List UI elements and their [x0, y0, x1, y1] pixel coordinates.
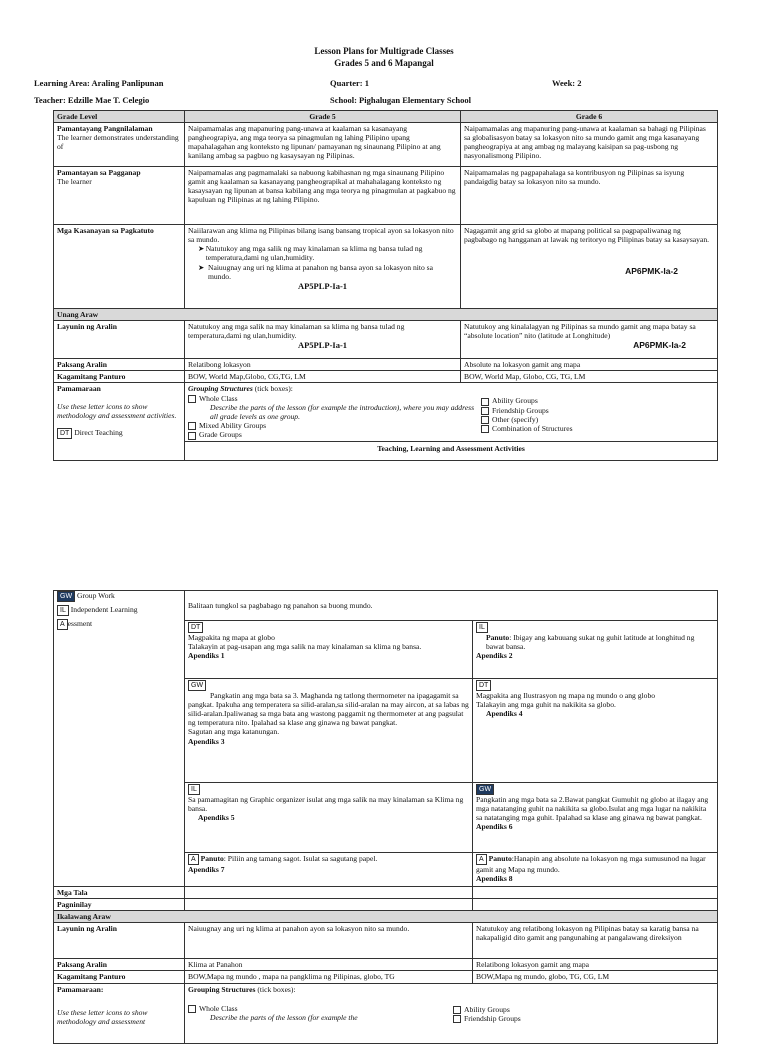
materials-row-day1	[54, 371, 718, 383]
act-g6-1-text: : Ibigay ang kabuuang sukat ng guhit latitude at longhitud ng bawat bansa.	[486, 633, 695, 652]
dt-icon: DT	[188, 622, 203, 633]
act-g6-1-ref: Apendiks 2	[476, 651, 513, 661]
act-g5-4-lead: Panuto	[200, 854, 224, 863]
lesson-plan-table-day1	[53, 110, 718, 461]
act-g6-2-ref: Apendiks 4	[486, 709, 523, 719]
topic-day2-g5: Klima at Panahon	[185, 959, 473, 971]
grade-header-row	[54, 111, 718, 123]
procedure-note: Use these letter icons to show methodology and assessment activities.	[57, 401, 177, 420]
reflection-row	[54, 899, 718, 911]
materials-g5: BOW, World Map,Globo, CG,TG, LM	[185, 371, 461, 383]
objective-g5: Natutukoy ang mga salik na may kinalaman sa klima ng bansa tulad ng temperatura,dami ng ulan,humidity.	[188, 322, 405, 341]
grade-level-header: Grade Level	[54, 111, 185, 123]
day1-label: Unang Araw	[54, 309, 718, 321]
act-g6-2-line2: Talakayin ang mga guhit na nakikita sa globo.	[476, 700, 616, 710]
checkbox-icon[interactable]	[481, 407, 489, 415]
act-g5-3-text: Sa pamamagitan ng Graphic organizer isulat ang mga salik na may kinalaman sa Klima ng bansa.	[188, 795, 464, 814]
il-legend: IL Independent Learning	[57, 605, 181, 616]
competency-g5-intro: Naiilarawan ang klima ng Pilipinas bilang isang bansang tropical ayon sa lokasyon nito sa mundo.	[188, 226, 454, 245]
procedure-row-day1	[54, 383, 718, 461]
act-g5-4-ref: Apendiks 7	[188, 865, 225, 874]
a-icon: A	[188, 854, 199, 865]
performance-standard-g6: Naipamamalas ng pagpapahalaga sa kontribusyon ng Pilipinas sa isyung pandaigdig batay sa lokasyon nito sa mundo.	[461, 167, 718, 225]
act-g6-3-ref: Apendiks 6	[476, 822, 513, 832]
dt-legend	[57, 428, 181, 439]
act-g6-4-ref: Apendiks 8	[476, 874, 513, 884]
checkbox-icon[interactable]	[188, 422, 196, 430]
checkbox-whole-class[interactable]: Whole Class	[188, 394, 478, 403]
content-standard-g5: Naipamamalas ang mapanuring pang-unawa at kaalaman sa kasanayang pangheograpiya, ang mga teorya sa pinagmulan ng lahing Pilipino upang mapahalagahan ang konteksto ng lipunan/ pamayanan ng sinaunang Pilipino at ang kanilang ambag sa pagbuo ng kasaysayan ng Pilipinas.	[185, 123, 461, 167]
content-standard-sub: The learner demonstrates understanding of	[57, 133, 179, 152]
il-icon: IL	[476, 622, 488, 633]
grade5-header: Grade 5	[185, 111, 461, 123]
checkbox-icon[interactable]	[188, 432, 196, 440]
materials-label: Kagamitang Panturo	[54, 971, 185, 983]
act-g5-3-ref: Apendiks 5	[198, 813, 235, 823]
act-g5-2-text: Pangkatin ang mga bata sa 3. Maghanda ng tatlong thermometer na ipagagamit sa pangkat. Ipakuha ang temperatera sa silid-aralan,sa silid-aralan na may aircon, at sa labas ng silid-aralan.Ipaliwanag sa mga bata ang wastong paggamit ng thermometer at ang pagsulat ng temperatura nito. Ipalahad sa klase ang ginawa ng bawat pangkat.	[188, 691, 469, 728]
checkbox-icon[interactable]	[481, 425, 489, 433]
objective-g5-code: AP5PLP-Ia-1	[297, 340, 348, 351]
materials-day2-g6: BOW,Mapa ng mundo, globo, TG, CG, LM	[473, 971, 718, 983]
topic-g6: Absolute na lokasyon gamit ang mapa	[461, 359, 718, 371]
intro-row	[54, 591, 718, 621]
act-g6-2-line1: Magpakita ang Ilustrasyon ng mapa ng mundo o ang globo	[476, 691, 656, 700]
competencies-label: Mga Kasanayan sa Pagkatuto	[54, 225, 185, 309]
day2-row	[54, 911, 718, 923]
checkbox-icon[interactable]	[453, 1015, 461, 1023]
objective-row-day2	[54, 923, 718, 959]
objective-row-day1	[54, 321, 718, 359]
materials-label: Kagamitang Panturo	[54, 371, 185, 383]
learning-area: Learning Area: Araling Panlipunan	[34, 78, 164, 88]
grouping-title: Grouping Structures	[188, 984, 256, 994]
checkbox-mixed-ability[interactable]: Mixed Ability Groups	[188, 421, 478, 430]
procedure-label: Pamamaraan	[57, 384, 101, 394]
competency-g5-code: AP5PLP-Ia-1	[297, 280, 348, 291]
performance-standard-label: Pamantayan sa Pagganap	[57, 168, 141, 178]
procedure-row-day2	[54, 983, 718, 1043]
competency-g6-code: AP6PMK-Ia-2	[625, 266, 678, 277]
gw-legend: GW Group Work	[57, 591, 181, 602]
procedure-note: Use these letter icons to show methodology and assessment	[57, 1007, 148, 1026]
arrow-bullet-icon: ➤	[198, 244, 205, 254]
il-icon: IL	[188, 784, 200, 795]
topic-row-day1	[54, 359, 718, 371]
checkbox-ability-groups[interactable]: Ability Groups	[481, 396, 714, 405]
grade6-header: Grade 6	[461, 111, 718, 123]
notes-label: Mga Tala	[54, 887, 185, 899]
gw-icon: GW	[57, 591, 75, 602]
checkbox-grade-groups[interactable]: Grade Groups	[188, 430, 478, 439]
materials-row-day2	[54, 971, 718, 983]
competency-g5-bullet-2: ➤ Naiuugnay ang uri ng klima at panahon ng bansa ayon sa lokasyon nito sa mundo.	[198, 262, 433, 281]
checkbox-icon[interactable]	[188, 1005, 196, 1013]
intro-activity: Balitaan tungkol sa pagbabago ng panahon sa buong mundo.	[185, 591, 718, 621]
checkbox-whole-class[interactable]: Whole Class	[188, 1004, 450, 1013]
objective-g6-code: AP6PMK-Ia-2	[633, 340, 686, 351]
materials-g6: BOW, World Map, Globo, CG, TG, LM	[461, 371, 718, 383]
checkbox-icon[interactable]	[188, 395, 196, 403]
performance-standard-g5: Naipamamalas ang pagmamalaki sa nabuong kabihasnan ng mga sinaunang Pilipino gamit ang kaalaman sa kasanayang pangheograpikal at mahahalagang konteksto ng kasaysayan ng lipunan at bansa kabilang ang mga teorya ng pinagmulan at pagkabuo ng kapuluan ng Pilipinas at ng lahing Pilipino.	[185, 167, 461, 225]
checkbox-icon[interactable]	[453, 1006, 461, 1014]
content-standard-g6: Naipamamalas ang mapanuring pang-unawa at kaalaman sa bahagi ng Pilipinas sa globalisasyon batay sa lokasyon nito sa mundo gamit ang mga kasanayang pangheograpiya at ang ambag ng malayang kaisipan sa pag-usbong ng nasyonalismong Pilipino.	[461, 123, 718, 167]
week: Week: 2	[552, 78, 582, 88]
objective-day2-g6: Natutukoy ang relatibong lokasyon ng Pilipinas batay sa karatig bansa na nakapaligid dito gamit ang pangunahing at pangalawang direksiyon	[473, 923, 718, 959]
whole-class-desc: Describe the parts of the lesson (for example the introduction), where you may address all grade levels as one group.	[210, 402, 475, 421]
grouping-hint: (tick boxes):	[257, 984, 296, 994]
performance-standard-sub: The learner	[57, 177, 92, 187]
checkbox-friendship-groups[interactable]: Friendship Groups	[481, 406, 714, 415]
document-subtitle: Grades 5 and 6 Mapangal	[334, 58, 434, 68]
topic-g5: Relatibong lokasyon	[185, 359, 461, 371]
act-g6-3-text: Pangkatin ang mga bata sa 2.Bawat pangkat Gumuhit ng globo at ilagay ang mga natatanging guhit na nakikita sa globo.Isulat ang mga lugar na nakikita sa natatanging mga guhit. Ipalahad sa klase ang ginawa ng bawat pangkat.	[476, 795, 709, 823]
topic-label: Paksang Aralin	[54, 959, 185, 971]
lesson-plan-table-continued	[53, 590, 718, 1044]
document-title: Lesson Plans for Multigrade Classes	[314, 46, 454, 56]
content-standard-row	[54, 123, 718, 167]
gw-icon: GW	[188, 680, 206, 691]
competency-g5-bullet-1: ➤ Natutukoy ang mga salik ng may kinalaman sa klima ng bansa tulad ng temperatura,dami ng ulan,humidity.	[198, 244, 423, 263]
topic-label: Paksang Aralin	[54, 359, 185, 371]
notes-row	[54, 887, 718, 899]
act-g5-1-line1: Magpakita ng mapa at globo	[188, 633, 275, 642]
arrow-bullet-icon: ➤	[198, 262, 205, 272]
checkbox-other[interactable]: Other (specify)	[481, 415, 714, 424]
act-g5-1-line2: Talakayin at pag-usapan ang mga salik na may kinalaman sa klima ng bansa.	[188, 642, 422, 652]
objective-label: Layunin ng Aralin	[54, 321, 185, 359]
checkbox-icon[interactable]	[481, 398, 489, 406]
a-icon: A	[57, 619, 68, 630]
checkbox-ability-groups[interactable]: Ability Groups	[453, 1005, 714, 1014]
school: School: Pighalugan Elementary School	[330, 95, 471, 105]
dt-legend-label: Direct Teaching	[74, 427, 123, 437]
checkbox-combination[interactable]: Combination of Structures	[481, 424, 714, 433]
a-icon: A	[476, 854, 487, 865]
content-standard-label: Pamantayang Pangnilalaman	[57, 124, 153, 134]
objective-day2-g5: Naiuugnay ang uri ng klima at panahon ayon sa lokasyon nito sa mundo.	[185, 923, 473, 959]
a-legend: A essment	[57, 619, 181, 630]
checkbox-friendship-groups[interactable]: Friendship Groups	[453, 1014, 714, 1023]
act-g6-4-lead: Panuto	[488, 854, 512, 863]
day1-row	[54, 309, 718, 321]
activities-header: Teaching, Learning and Assessment Activities	[185, 441, 717, 455]
act-g6-1-lead: Panuto	[486, 633, 510, 642]
dt-icon: DT	[476, 680, 491, 691]
gw-icon: GW	[476, 784, 494, 795]
act-g6-4-text: :Hanapin ang absolute na lokasyon ng mga sumusunod na lugar gamit ang Mapa ng mundo.	[476, 854, 706, 874]
act-g5-2-ref: Apendiks 3	[188, 736, 225, 746]
grouping-hint: (tick boxes):	[254, 384, 293, 394]
act-g5-4-text: : Piliin ang tamang sagot. Isulat sa sagutang papel.	[223, 854, 378, 863]
competency-g6: Nagagamit ang grid sa globo at mapang political sa pagpapaliwanag ng pagbabago ng hangganan at lawak ng teritoryo ng Pilipinas batay sa kasaysayan.	[464, 226, 710, 245]
whole-class-desc: Describe the parts of the lesson (for example the	[210, 1012, 358, 1022]
objective-g6: Natutukoy ang kinalalagyan ng Pilipinas sa mundo gamit ang mapa batay sa “absolute location” nito (latitude at Longhitude)	[464, 322, 696, 341]
act-g5-2-question: Sagutan ang mga katanungan.	[188, 727, 280, 737]
topic-row-day2	[54, 959, 718, 971]
materials-day2-g5: BOW,Mapa ng mundo , mapa na pangklima ng Pilipinas, globo, TG	[185, 971, 473, 983]
il-icon: IL	[57, 605, 69, 616]
dt-icon: DT	[57, 428, 72, 439]
act-g5-1-ref: Apendiks 1	[188, 651, 225, 661]
checkbox-icon[interactable]	[481, 416, 489, 424]
topic-day2-g6: Relatibong lokasyon gamit ang mapa	[473, 959, 718, 971]
procedure-label: Pamamaraan:	[57, 984, 104, 994]
grouping-title: Grouping Structures	[188, 384, 253, 394]
reflection-label: Pagninilay	[54, 899, 185, 911]
day2-label: Ikalawang Araw	[54, 911, 718, 923]
quarter: Quarter: 1	[330, 78, 369, 88]
objective-label: Layunin ng Aralin	[54, 923, 185, 959]
performance-standard-row	[54, 167, 718, 225]
competencies-row	[54, 225, 718, 309]
teacher: Teacher: Edzille Mae T. Celegio	[34, 95, 150, 105]
